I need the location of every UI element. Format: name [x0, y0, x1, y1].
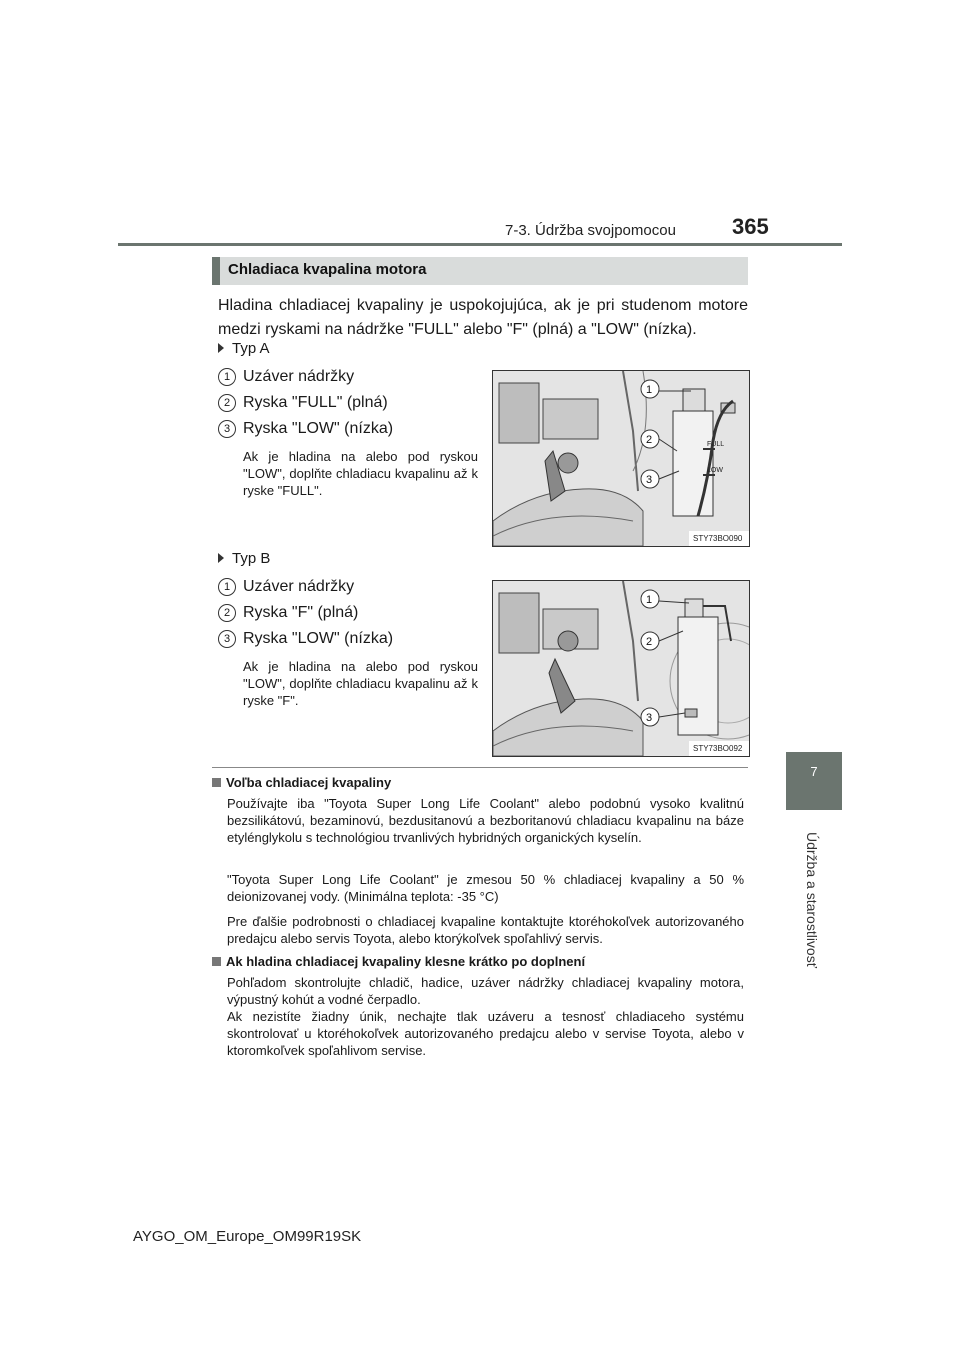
chapter-title-text: Údržba a starostlivosť	[804, 832, 820, 968]
callout-number: 3	[218, 420, 236, 438]
engine-bay-illustration	[493, 581, 749, 756]
type-a-heading	[218, 340, 270, 357]
callout-2: 2	[646, 636, 653, 648]
type-b-note: Ak je hladina na alebo pod ryskou "LOW", doplňte chladiacu kvapalinu až k ryske "F".	[243, 659, 478, 708]
figure-code: STY73BO092	[693, 744, 743, 753]
callout-3: 3	[646, 474, 653, 486]
triangle-bullet-icon	[218, 343, 224, 353]
legend-item: Ryska "F" (plná)	[243, 604, 359, 621]
tank-mark-full: FULL	[707, 441, 725, 448]
header-rule	[118, 243, 842, 246]
legend-item: Ryska "FULL" (plná)	[243, 394, 388, 411]
figure-code: STY73BO090	[693, 534, 743, 543]
type-a-figure	[492, 370, 750, 547]
callout-number: 1	[218, 368, 236, 386]
legend-item: Ryska "LOW" (nízka)	[243, 420, 394, 437]
triangle-bullet-icon	[218, 553, 224, 563]
callout-3: 3	[646, 712, 653, 724]
callout-number: 3	[218, 630, 236, 648]
info-paragraph: Ak nezistíte žiadny únik, nechajte tlak uzáveru a tesnosť chladiaceho systému skontrolovať u ktoréhokoľvek autorizovaného predajcu alebo v servise Toyota, alebo v ktoromkoľvek spoľahlivom servise.	[227, 1009, 744, 1058]
legend-item: Uzáver nádržky	[243, 368, 355, 385]
section-title: Chladiaca kvapalina motora	[228, 261, 427, 278]
running-header-section: 7-3. Údržba svojpomocou	[505, 222, 676, 239]
square-bullet-icon	[212, 778, 221, 787]
info-title-drop: Ak hladina chladiacej kvapaliny klesne krátko po doplnení	[226, 954, 586, 969]
chapter-title	[800, 832, 826, 972]
type-a-label: Typ A	[232, 340, 270, 357]
engine-bay-illustration	[493, 371, 749, 546]
chapter-number: 7	[810, 764, 818, 779]
type-a-note: Ak je hladina na alebo pod ryskou "LOW", doplňte chladiacu kvapalinu až k ryske "FULL".	[243, 449, 478, 498]
type-b-label: Typ B	[232, 550, 271, 567]
callout-2: 2	[646, 434, 653, 446]
info-paragraph: Pre ďalšie podrobnosti o chladiacej kvapaline kontaktujte ktoréhokoľvek autorizovaného predajcu alebo servis Toyota, alebo ktorýkoľvek spoľahlivý servis.	[227, 914, 744, 946]
info-paragraph: "Toyota Super Long Life Coolant" je zmesou 50 % chladiacej kvapaliny a 50 % deionizovanej vody. (Minimálna teplota: -35 °C)	[227, 872, 744, 904]
document-footer: AYGO_OM_Europe_OM99R19SK	[133, 1228, 362, 1245]
info-title-coolant: Voľba chladiacej kvapaliny	[226, 775, 392, 790]
chapter-tab	[786, 752, 842, 810]
legend-item: Uzáver nádržky	[243, 578, 355, 595]
type-b-figure	[492, 580, 750, 757]
callout-number: 1	[218, 578, 236, 596]
callout-number: 2	[218, 394, 236, 412]
section-heading-bar	[212, 257, 220, 285]
info-paragraph: Používajte iba "Toyota Super Long Life Coolant" alebo podobnú vysoko kvalitnú bezsilikátovú, bezaminovú, bezdusitanovú a bezboritanovú chladiacu kvapalinu na báze etylénglykolu s technológiou trvanlivých hybridných organických kyselín.	[227, 796, 744, 845]
square-bullet-icon	[212, 957, 221, 966]
page-number: 365	[732, 214, 769, 239]
type-b-heading	[218, 550, 270, 567]
legend-item: Ryska "LOW" (nízka)	[243, 630, 394, 647]
callout-number: 2	[218, 604, 236, 622]
section-intro: Hladina chladiacej kvapaliny je uspokojujúca, ak je pri studenom motore medzi ryskami na nádržke "FULL" alebo "F" (plná) a "LOW" (nízka).	[218, 297, 748, 338]
info-paragraph: Pohľadom skontrolujte chladič, hadice, uzáver nádržky chladiacej kvapaliny motora, výpustný kohút a vodné čerpadlo.	[227, 975, 744, 1007]
callout-1: 1	[646, 594, 653, 606]
tank-mark-low: LOW	[707, 467, 723, 474]
info-separator	[212, 767, 748, 768]
callout-1: 1	[646, 384, 653, 396]
